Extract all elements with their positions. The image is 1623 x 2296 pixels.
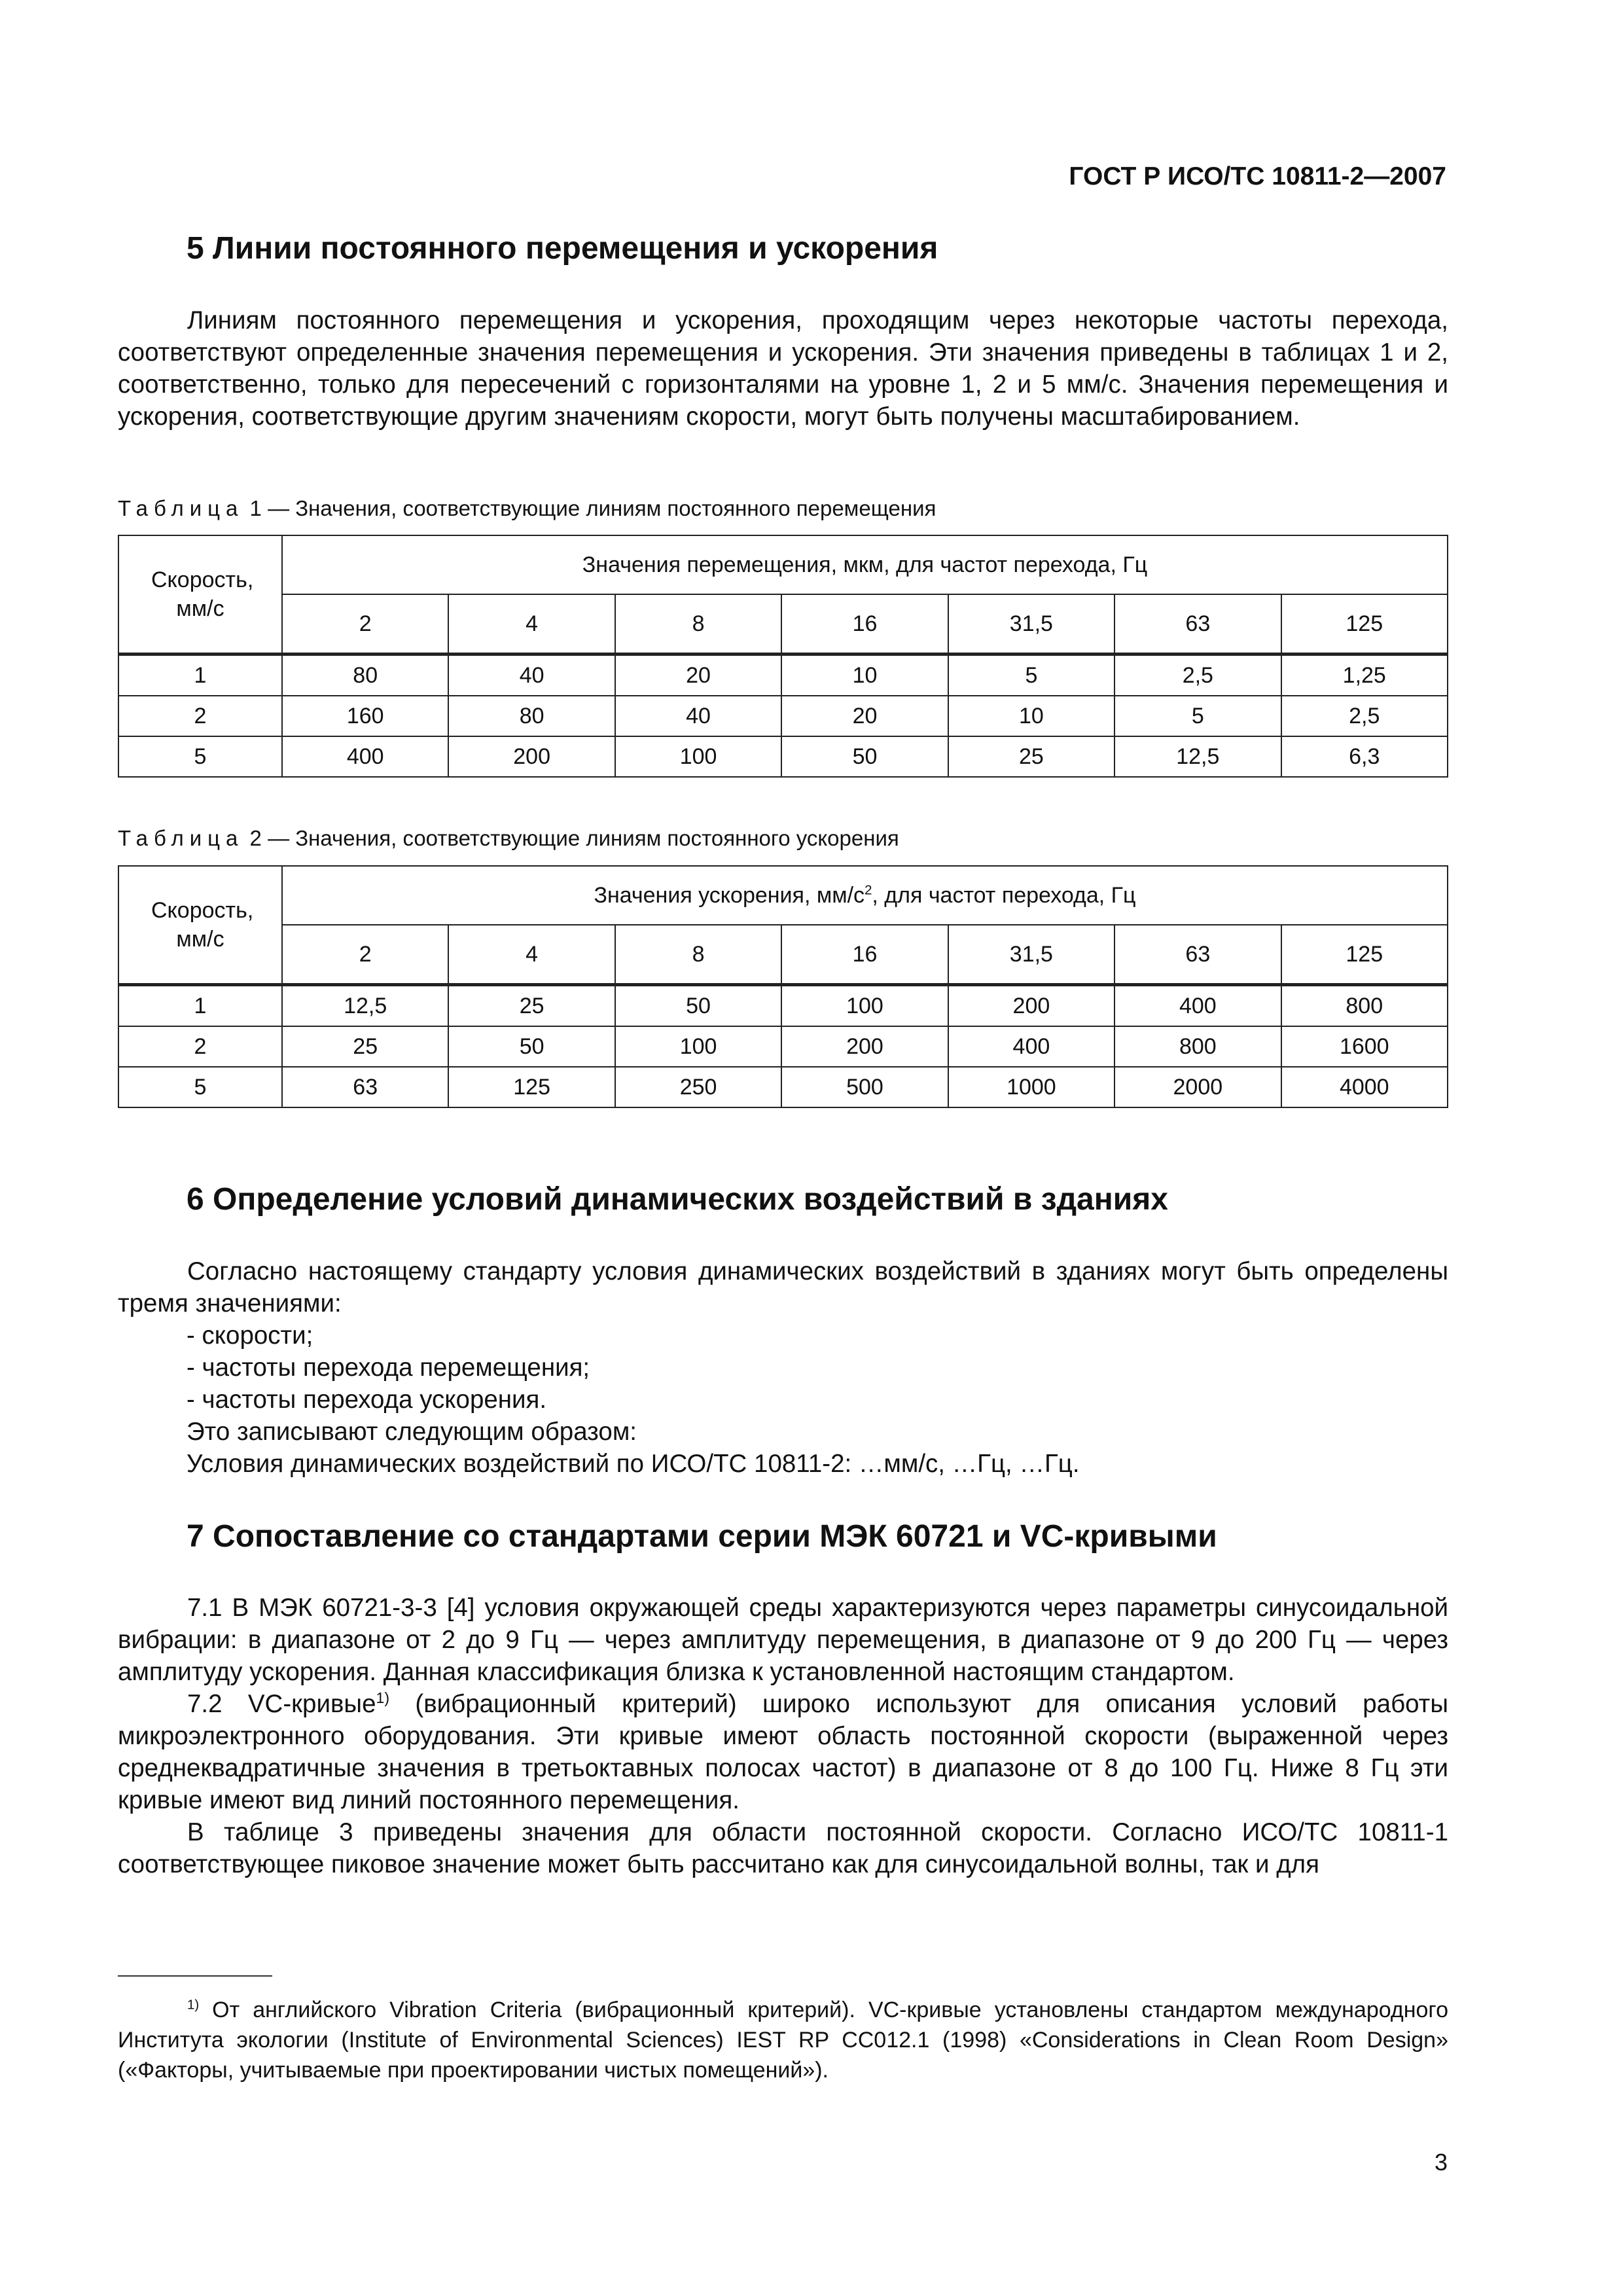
speed-cell: 1 — [118, 655, 282, 696]
frequency-header: 16 — [781, 594, 948, 655]
value-cell: 5 — [1115, 696, 1281, 736]
table-1-speed-header: Скорость, мм/с — [118, 535, 282, 655]
footnote-rule — [118, 1975, 272, 1977]
value-cell: 4000 — [1281, 1067, 1448, 1107]
frequency-header: 16 — [781, 925, 948, 985]
footnote-mark: 1) — [187, 1998, 200, 2013]
table-2-caption — [118, 826, 899, 851]
footnote-text: От английского Vibration Criteria (вибрационный критерий). VC-кривые установлены стандартом международного Института экологии (Institute of Environmental Sciences) IEST RP CC012.1 (1998) «Considerations in Clean Room Design» («Факторы, учитываемые при проектировании чистых помещений»). — [118, 1998, 1449, 2083]
value-cell: 25 — [948, 736, 1115, 777]
frequency-header: 2 — [282, 594, 448, 655]
section-7-table-3-paragraph: В таблице 3 приведены значения для области постоянной скорости. Согласно ИСО/ТС 10811-1 соответствующее пиковое значение может быть рассчитано как для синусоидальной волны, так и для — [118, 1818, 1448, 1878]
frequency-header: 4 — [448, 925, 615, 985]
table-2-caption-text: 2 — Значения, соответствующие линиям постоянного ускорения — [243, 826, 899, 850]
table-1-caption-text: 1 — Значения, соответствующие линиям постоянного перемещения — [243, 496, 936, 520]
speed-cell: 5 — [118, 1067, 282, 1107]
section-6-intro: Согласно настоящему стандарту условия динамических воздействий в зданиях могут быть определены тремя значениями: — [118, 1257, 1448, 1318]
speed-cell: 1 — [118, 985, 282, 1027]
value-cell: 25 — [448, 985, 615, 1027]
section-6-item-displacement: - частоты перехода перемещения; — [187, 1354, 590, 1382]
table-row — [118, 1026, 1448, 1067]
frequency-header: 125 — [1281, 594, 1448, 655]
value-cell: 50 — [448, 1026, 615, 1067]
frequency-header: 63 — [1115, 594, 1281, 655]
section-6-item-acceleration: - частоты перехода ускорения. — [187, 1386, 547, 1414]
value-cell: 50 — [781, 736, 948, 777]
value-cell: 25 — [282, 1026, 448, 1067]
section-5-title: 5 Линии постоянного перемещения и ускорения — [187, 231, 938, 266]
speed-cell: 2 — [118, 696, 282, 736]
value-cell: 1000 — [948, 1067, 1115, 1107]
frequency-header: 8 — [615, 925, 781, 985]
value-cell: 5 — [948, 655, 1115, 696]
value-cell: 63 — [282, 1067, 448, 1107]
value-cell: 12,5 — [282, 985, 448, 1027]
value-cell: 400 — [948, 1026, 1115, 1067]
frequency-header: 31,5 — [948, 925, 1115, 985]
table-1-caption — [118, 496, 936, 521]
value-cell: 10 — [781, 655, 948, 696]
section-5-text — [118, 304, 1448, 433]
value-cell: 400 — [282, 736, 448, 777]
value-cell: 200 — [948, 985, 1115, 1027]
table-row — [118, 985, 1448, 1027]
value-cell: 1,25 — [1281, 655, 1448, 696]
value-cell: 200 — [448, 736, 615, 777]
speed-cell: 5 — [118, 736, 282, 777]
table-row — [118, 655, 1448, 696]
value-cell: 20 — [781, 696, 948, 736]
table-row — [118, 696, 1448, 736]
value-cell: 400 — [1115, 985, 1281, 1027]
value-cell: 1600 — [1281, 1026, 1448, 1067]
value-cell: 800 — [1281, 985, 1448, 1027]
frequency-header: 125 — [1281, 925, 1448, 985]
frequency-header: 31,5 — [948, 594, 1115, 655]
frequency-header: 2 — [282, 925, 448, 985]
value-cell: 12,5 — [1115, 736, 1281, 777]
value-cell: 2,5 — [1115, 655, 1281, 696]
value-cell: 100 — [781, 985, 948, 1027]
value-cell: 125 — [448, 1067, 615, 1107]
footnote-ref: 1) — [376, 1689, 390, 1707]
value-cell: 160 — [282, 696, 448, 736]
value-cell: 100 — [615, 1026, 781, 1067]
section-7-text — [118, 1592, 1448, 1880]
value-cell: 40 — [448, 655, 615, 696]
section-7-2-paragraph: 7.2 VC-кривые$^{1)}$ (вибрационный критерий) широко используют для описания условий работы микроэлектронного оборудования. Эти кривые имеют область постоянной скорости (выраженной через среднеквадратичные значения в третьоктавных полосах частот) в диапазоне от 8 до 100 Гц. Ниже 8 Гц эти кривые имеют вид линий постоянного перемещения. — [118, 1689, 1448, 1814]
section-6-line-notation: Это записывают следующим образом: — [187, 1418, 637, 1446]
table-1 — [118, 535, 1448, 778]
value-cell: 500 — [781, 1067, 948, 1107]
frequency-header: 4 — [448, 594, 615, 655]
table-row — [118, 736, 1448, 777]
section-7-1-paragraph: 7.1 В МЭК 60721-3-3 [4] условия окружающей среды характеризуются через параметры синусоидальной вибрации: в диапазоне от 2 до 9 Гц — через амплитуду перемещения, в диапазоне от 9 до 200 Гц — через амплитуду ускорения. Данная классификация близка к установленной настоящим стандартом. — [118, 1594, 1448, 1686]
table-1-group-header: Значения перемещения, мкм, для частот перехода, Гц — [282, 535, 1448, 594]
table-1-caption-word: Таблица — [118, 496, 244, 520]
value-cell: 80 — [448, 696, 615, 736]
table-2 — [118, 865, 1448, 1108]
value-cell: 200 — [781, 1026, 948, 1067]
value-cell: 6,3 — [1281, 736, 1448, 777]
value-cell: 20 — [615, 655, 781, 696]
value-cell: 80 — [282, 655, 448, 696]
section-5-paragraph: Линиям постоянного перемещения и ускорения, проходящим через некоторые частоты перехода, соответствуют определенные значения перемещения и ускорения. Эти значения приведены в таблицах 1 и 2, соответственно, только для пересечений с горизонталями на уровне 1, 2 и 5 мм/с. Значения перемещения и ускорения, соответствующие другим значениям скорости, могут быть получены масштабированием. — [118, 306, 1448, 431]
value-cell: 800 — [1115, 1026, 1281, 1067]
document-header: ГОСТ Р ИСО/ТС 10811-2—2007 — [1069, 162, 1446, 190]
table-2-caption-word: Таблица — [118, 826, 244, 850]
value-cell: 100 — [615, 736, 781, 777]
value-cell: 250 — [615, 1067, 781, 1107]
value-cell: 50 — [615, 985, 781, 1027]
section-6-title: 6 Определение условий динамических воздействий в зданиях — [187, 1182, 1168, 1217]
table-2-group-header: Значения ускорения, $мм/с^2$, для частот перехода, Гц — [282, 866, 1448, 925]
table-row — [118, 1067, 1448, 1107]
section-6-line-example: Условия динамических воздействий по ИСО/ТС 10811-2: …мм/с, …Гц, …Гц. — [187, 1450, 1080, 1478]
page-number: 3 — [1434, 2149, 1448, 2176]
value-cell: 10 — [948, 696, 1115, 736]
value-cell: 2,5 — [1281, 696, 1448, 736]
section-6-text — [118, 1255, 1448, 1319]
table-2-speed-header: Скорость, мм/с — [118, 866, 282, 985]
section-6-item-speed: - скорости; — [187, 1321, 313, 1350]
value-cell: 2000 — [1115, 1067, 1281, 1107]
value-cell: 40 — [615, 696, 781, 736]
frequency-header: 63 — [1115, 925, 1281, 985]
footnote — [118, 1995, 1448, 2085]
speed-cell: 2 — [118, 1026, 282, 1067]
frequency-header: 8 — [615, 594, 781, 655]
section-7-title: 7 Сопоставление со стандартами серии МЭК 60721 и VC-кривыми — [187, 1519, 1217, 1554]
